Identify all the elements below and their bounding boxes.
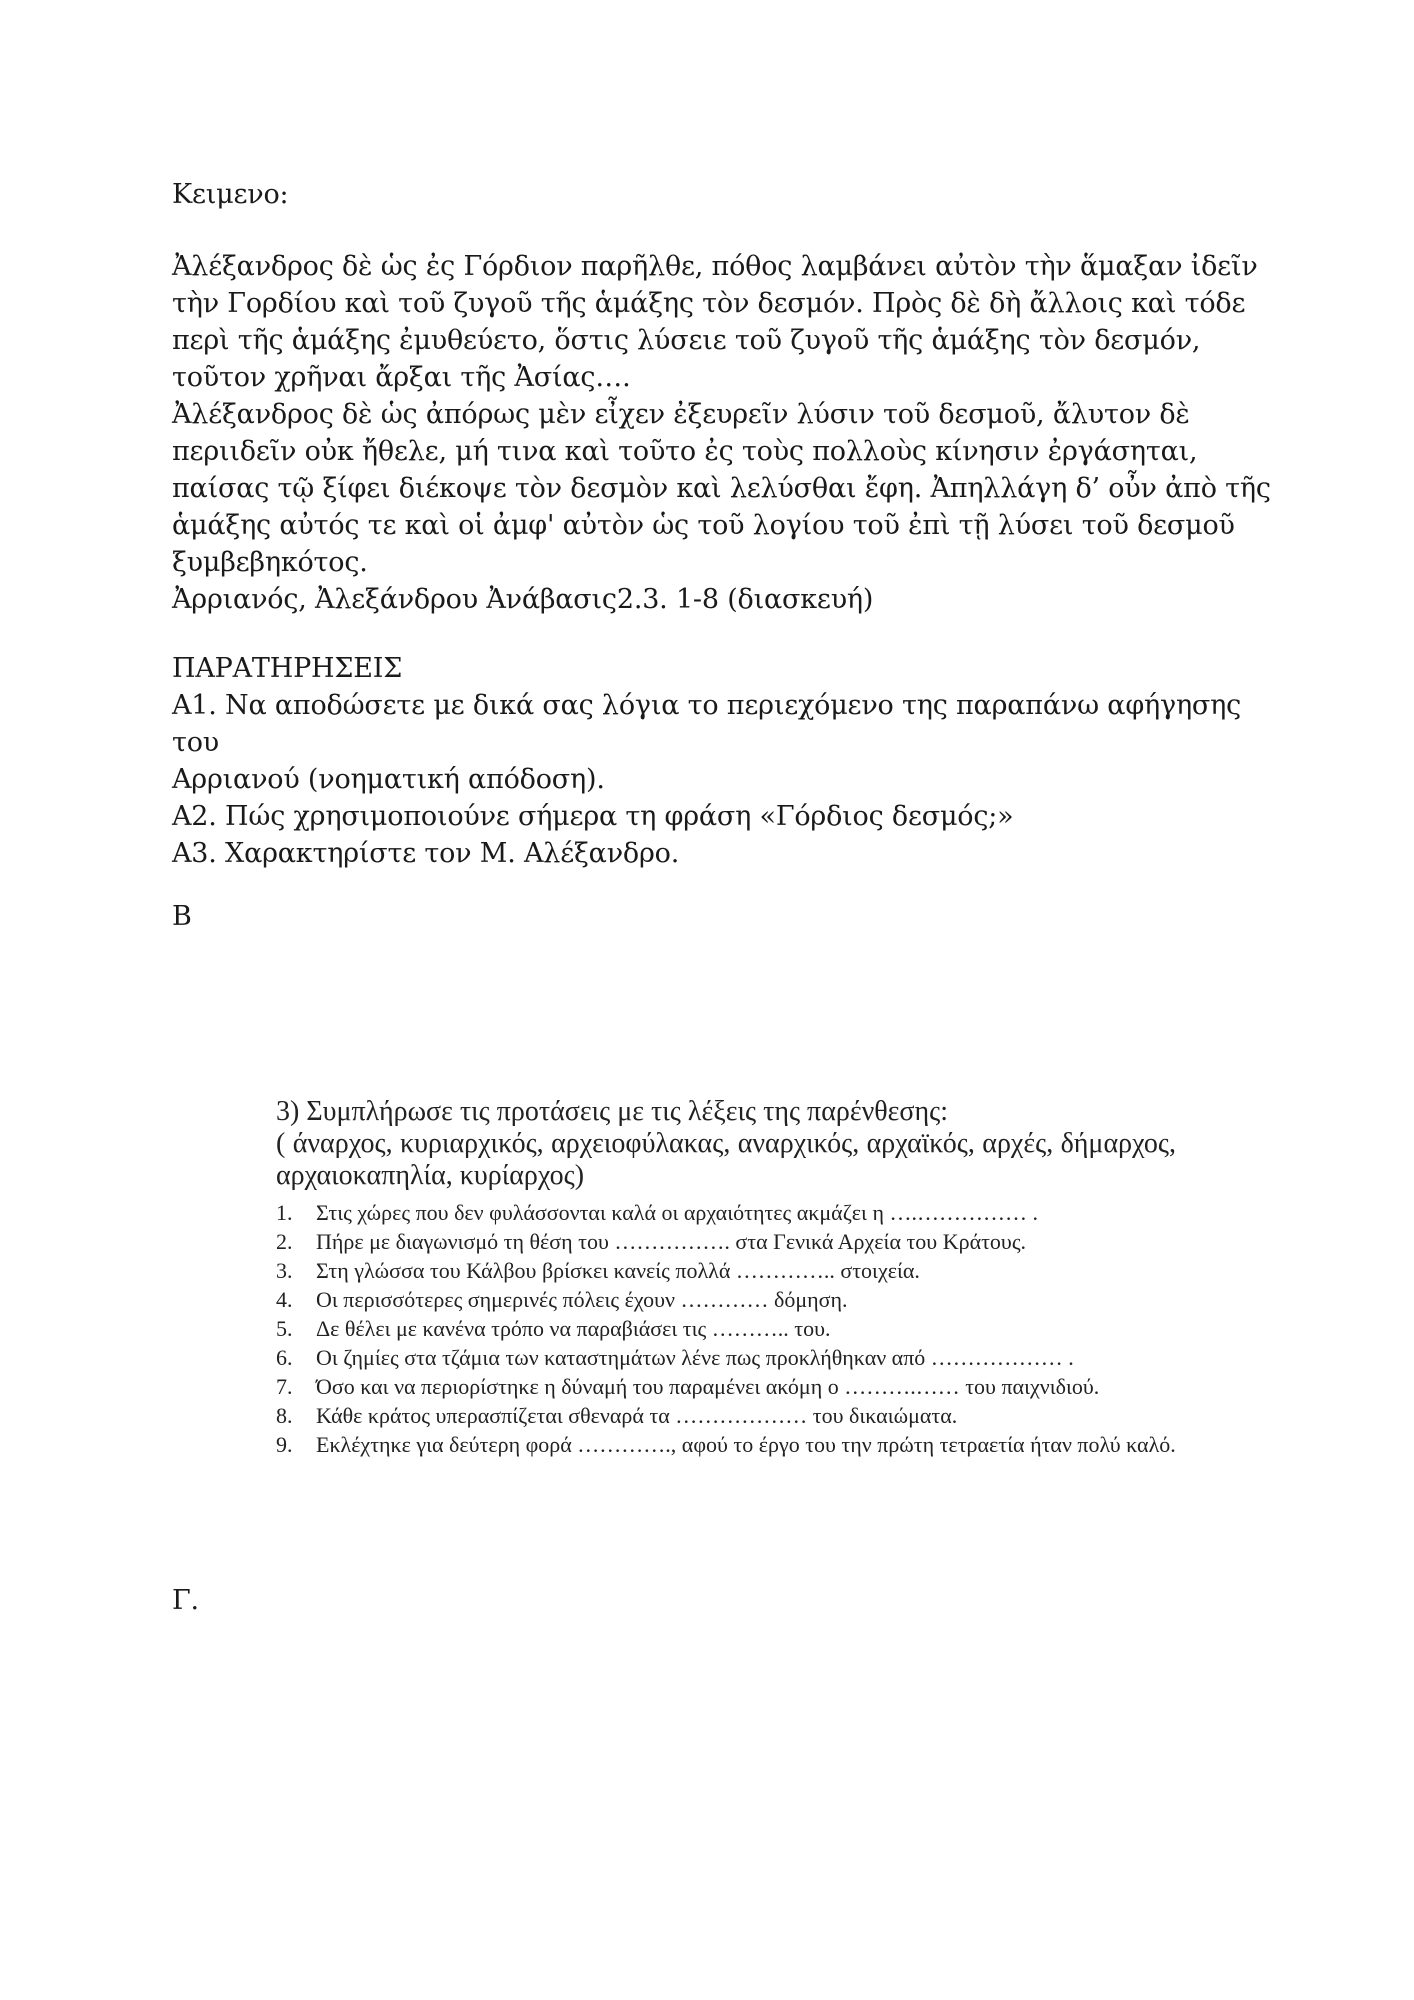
item-text: Πήρε με διαγωνισμό τη θέση του ……………. στα Γενικά Αρχεία του Κράτους. <box>316 1229 1027 1254</box>
item-number: 4. <box>276 1287 293 1312</box>
list-item <box>276 1314 1176 1343</box>
exercise-word-bank: ( άναρχος, κυριαρχικός, αρχειοφύλακας, αναρχικός, αρχαϊκός, αρχές, δήμαρχος, αρχαιοκαπηλία, κυρίαρχος) <box>276 1128 1176 1191</box>
list-item <box>276 1430 1176 1459</box>
exercise-title: 3) Συμπλήρωσε τις προτάσεις με τις λέξεις της παρένθεσης: <box>276 1096 949 1127</box>
passage-line: τοῦτον χρῆναι ἄρξαι τῆς Ἀσίας…. <box>172 362 631 393</box>
text-heading: Κειμενο: <box>172 179 289 210</box>
passage-line: παίσας τῷ ξίφει διέκοψε τὸν δεσμὸν καὶ λελύσθαι ἔφη. Ἀπηλλάγη δ’ οὖν ἀπὸ τῆς <box>172 473 1271 504</box>
passage-line: περὶ τῆς ἁμάξης ἐμυθεύετο, ὅστις λύσειε τοῦ ζυγοῦ τῆς ἁμάξης τὸν δεσμόν, <box>172 325 1201 356</box>
passage-line: περιιδεῖν οὐκ ἤθελε, μή τινα καὶ τοῦτο ἐς τοὺς πολλοὺς κίνησιν ἐργάσηται, <box>172 436 1198 467</box>
ancient-passage <box>172 248 1272 618</box>
exercise-block <box>276 1096 1176 1459</box>
list-item <box>276 1285 1176 1314</box>
passage-source: Ἀρριανός, Ἀλεξάνδρου Ἀνάβασις2.3. 1-8 (διασκευή) <box>172 584 874 615</box>
exercise-list <box>276 1198 1176 1459</box>
item-number: 9. <box>276 1432 293 1457</box>
list-item <box>276 1372 1176 1401</box>
section-b-label: Β <box>172 901 192 932</box>
item-text: Στη γλώσσα του Κάλβου βρίσκει κανείς πολλά ………….. στοιχεία. <box>316 1258 920 1283</box>
section-g-label: Γ. <box>172 1585 199 1616</box>
list-item <box>276 1198 1176 1227</box>
item-text: Στις χώρες που δεν φυλάσσονται καλά οι αρχαιότητες ακμάζει η ….…………… . <box>316 1200 1038 1225</box>
passage-line: Ἀλέξανδρος δὲ ὡς ἀπόρως μὲν εἶχεν ἐξευρεῖν λύσιν τοῦ δεσμοῦ, ἄλυτον δὲ <box>172 399 1190 430</box>
item-number: 5. <box>276 1316 293 1341</box>
passage-line: τὴν Γορδίου καὶ τοῦ ζυγοῦ τῆς ἁμάξης τὸν δεσμόν. Πρὸς δὲ δὴ ἄλλοις καὶ τόδε <box>172 288 1246 319</box>
notes-line: του <box>172 727 220 758</box>
item-number: 6. <box>276 1345 293 1370</box>
passage-line: ἁμάξης αὐτός τε καὶ οἱ ἀμφ' αὐτὸν ὡς τοῦ λογίου τοῦ ἐπὶ τῇ λύσει τοῦ δεσμοῦ <box>172 510 1235 541</box>
list-item <box>276 1256 1176 1285</box>
item-number: 1. <box>276 1200 293 1225</box>
list-item <box>276 1343 1176 1372</box>
item-number: 8. <box>276 1403 293 1428</box>
item-text: Εκλέχτηκε για δεύτερη φορά …………., αφού το έργο του την πρώτη τετραετία ήταν πολύ καλό. <box>316 1432 1176 1457</box>
item-text: Οι ζημίες στα τζάμια των καταστημάτων λένε πως προκλήθηκαν από ……………… . <box>316 1345 1074 1370</box>
list-item <box>276 1401 1176 1430</box>
notes-line: Αρριανού (νοηματική απόδοση). <box>172 764 605 795</box>
item-number: 3. <box>276 1258 293 1283</box>
item-number: 7. <box>276 1374 293 1399</box>
item-text: Οι περισσότερες σημερινές πόλεις έχουν ………… δόμηση. <box>316 1287 848 1312</box>
list-item <box>276 1227 1176 1256</box>
notes-title: ΠΑΡΑΤΗΡΗΣΕΙΣ <box>172 653 403 684</box>
passage-line: ξυμβεβηκότος. <box>172 547 368 578</box>
notes-section <box>172 650 1272 872</box>
passage-line: Ἀλέξανδρος δὲ ὡς ἐς Γόρδιον παρῆλθε, πόθος λαμβάνει αὐτὸν τὴν ἅμαξαν ἰδεῖν <box>172 251 1258 282</box>
item-number: 2. <box>276 1229 293 1254</box>
notes-line: Α1. Να αποδώσετε με δικά σας λόγια το περιεχόμενο της παραπάνω αφήγησης <box>172 690 1242 721</box>
item-text: Όσο και να περιορίστηκε η δύναμή του παραμένει ακόμη ο ……….…… του παιχνιδιού. <box>316 1374 1100 1399</box>
item-text: Δε θέλει με κανένα τρόπο να παραβιάσει τις ……….. του. <box>316 1316 831 1341</box>
item-text: Κάθε κράτος υπερασπίζεται σθεναρά τα ……………… του δικαιώματα. <box>316 1403 958 1428</box>
notes-line: Α3. Χαρακτηρίστε τον Μ. Αλέξανδρο. <box>172 838 680 869</box>
notes-line: Α2. Πώς χρησιμοποιούνε σήμερα τη φράση «Γόρδιος δεσμός;» <box>172 801 1014 832</box>
